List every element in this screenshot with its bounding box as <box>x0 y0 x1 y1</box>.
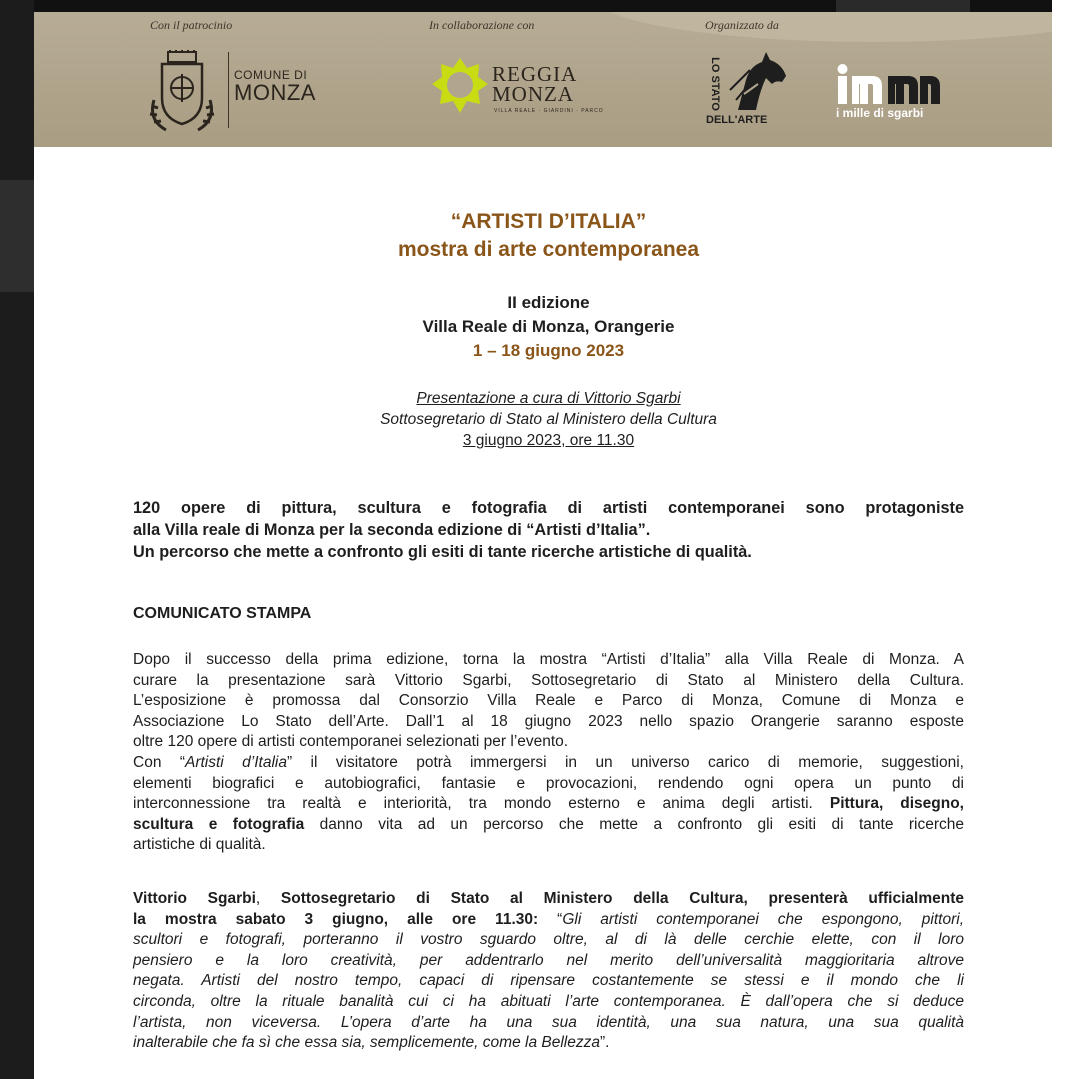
body-line: elementi biografici e autobiografici, fantasie e provocazioni, rendendo ogni opera un punto di <box>133 774 964 792</box>
horse-head-icon <box>716 50 796 120</box>
text-run: interconnessione tra realtà e interiorità, tra mondo esterno e anima degli artisti. <box>133 795 830 813</box>
venue: Villa Reale di Monza, Orangerie <box>422 317 675 336</box>
presentation-date: 3 giugno 2023, ore 11.30 <box>462 432 635 449</box>
top-bar-tab <box>836 0 970 12</box>
text-run: , <box>255 890 281 907</box>
right-edge <box>1052 0 1079 1079</box>
text-run: “ <box>538 910 563 928</box>
presentation-block <box>133 388 964 451</box>
text-run: danno vita ad un percorso che mette a confronto gli esiti di tante ricerche <box>304 815 964 833</box>
organizzato-caption: Organizzato da <box>705 18 779 32</box>
edition-number: II edizione <box>507 293 590 312</box>
dell-arte-text: DELL'ARTE <box>706 114 768 126</box>
comune-di-text: COMUNE DI <box>234 68 308 82</box>
left-edge-panel <box>0 180 34 292</box>
collaborazione-caption: In collaborazione con <box>429 18 535 32</box>
exhibition-name-italic: Artisti d’Italia <box>185 753 287 771</box>
quote-run: Gli artisti contemporanei che espongono, pittori, <box>562 910 965 928</box>
imm-subtitle: i mille di sgarbi <box>836 106 924 120</box>
body-line: Associazione Lo Stato dell’Arte. Dall’1 al 18 giugno 2023 nello spazio Orangerie saranno esposte <box>133 712 964 730</box>
reggia-monza-logo <box>430 56 604 126</box>
lo-stato-text: LO STATO <box>708 57 721 111</box>
title-line-1: “ARTISTI D’ITALIA” <box>450 210 647 233</box>
patrocinio-caption: Con il patrocinio <box>150 18 233 32</box>
header-banner <box>34 12 1052 147</box>
bold-run: scultura e fotografia <box>133 815 305 833</box>
quote-line: pensiero e la loro creatività, per addentrarlo nel merito dell’universalità maggioritaria altrove <box>133 951 964 969</box>
body-line <box>133 889 964 910</box>
imm-letters-icon <box>836 64 946 106</box>
quote-line: scultori e fotografi, porteranno il vostro sguardo oltre, al di là delle cerchie elette, con il loro <box>133 931 964 949</box>
reggia-star-icon <box>430 56 490 116</box>
text-run: ”. <box>599 1034 610 1052</box>
bold-run: Vittorio Sgarbi <box>133 890 256 907</box>
lo-stato-dell-arte-logo <box>702 50 792 130</box>
banner-curve <box>594 12 1052 42</box>
body-line: Dopo il successo della prima edizione, torna la mostra “Artisti d’Italia” alla Villa Reale di Monza. A <box>133 651 964 668</box>
quote-line: circonda, oltre la rituale banalità cui ci ha abituati l’arte contemporanea. È dall’opera che si deduce <box>133 992 964 1010</box>
body-paragraph-1 <box>133 650 964 856</box>
presentation-curator: Presentazione a cura di Vittorio Sgarbi <box>416 390 681 407</box>
quote-line: l’artista, non viceversa. L’opera d’arte ha una sua identità, una sua natura, una sua qualità <box>133 1013 964 1031</box>
text-run: Con “ <box>133 753 185 771</box>
monza-logo-divider <box>228 52 229 128</box>
exhibition-dates: 1 – 18 giugno 2023 <box>472 341 625 360</box>
body-line <box>133 815 964 836</box>
monza-text: MONZA <box>234 80 316 105</box>
comune-di-monza-logo <box>146 50 326 134</box>
bold-run: Sottosegretario di Stato al Ministero della Cultura, presenterà ufficialmente <box>280 890 964 907</box>
title-line-2: mostra di arte contemporanea <box>397 238 700 261</box>
body-line: oltre 120 opere di artisti contemporanei selezionati per l’evento. <box>133 733 569 751</box>
intro-paragraph <box>133 497 964 563</box>
bold-run: la mostra sabato 3 giugno, alle ore 11.30: <box>133 910 539 928</box>
reggia-text: REGGIA <box>492 62 578 86</box>
body-paragraph-2 <box>133 889 964 1054</box>
body-line: L’esposizione è promossa dal Consorzio Villa Reale e Parco di Monza, Comune di Monza e <box>133 692 964 710</box>
reggia-tagline: VILLA REALE · GIARDINI · PARCO <box>494 108 604 114</box>
monza-reggia-text: MONZA <box>492 82 574 106</box>
left-edge <box>0 0 34 1079</box>
body-line <box>133 794 964 815</box>
body-line <box>133 910 964 931</box>
quote-run: inalterabile che fa sì che essa sia, semplicemente, come la Bellezza <box>133 1034 600 1052</box>
monza-crest-icon <box>146 50 218 134</box>
body-line: artistiche di qualità. <box>133 836 266 854</box>
intro-line: alla Villa reale di Monza per la seconda edizione di “Artisti d’Italia”. <box>133 521 651 539</box>
i-mille-di-sgarbi-logo <box>836 64 946 124</box>
intro-line: 120 opere di pittura, scultura e fotografia di artisti contemporanei sono protagoniste <box>133 499 964 517</box>
quote-line <box>133 1033 964 1054</box>
exhibition-title <box>133 208 964 264</box>
edition-block <box>133 291 964 363</box>
bold-run: Pittura, disegno, <box>829 795 964 813</box>
curator-role: Sottosegretario di Stato al Ministero della Cultura <box>380 411 717 428</box>
text-run: ” il visitatore potrà immergersi in un universo carico di memorie, suggestioni, <box>286 753 964 771</box>
body-line: curare la presentazione sarà Vittorio Sgarbi, Sottosegretario di Stato al Ministero della Cultura. <box>133 671 964 689</box>
quote-line: negata. Artisti del nostro tempo, capaci di ripensare costantemente se stessi e il mondo che li <box>133 972 964 990</box>
comunicato-heading: COMUNICATO STAMPA <box>133 605 312 622</box>
top-bar <box>0 0 1079 12</box>
body-line <box>133 753 964 774</box>
intro-line: Un percorso che mette a confronto gli esiti di tante ricerche artistiche di qualità. <box>133 543 752 561</box>
